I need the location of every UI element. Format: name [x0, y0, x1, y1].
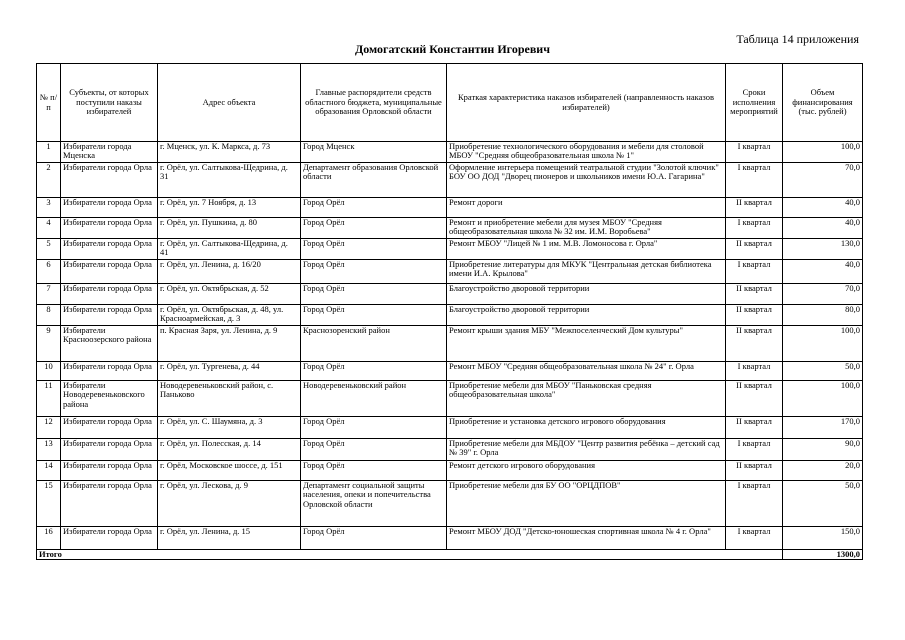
description-cell: Приобретение и установка детского игрового оборудования — [447, 417, 726, 439]
amount-cell: 100,0 — [783, 142, 863, 163]
term-cell: I квартал — [726, 218, 783, 239]
subject-cell: Избиратели города Орла — [61, 305, 158, 326]
header-row — [37, 64, 863, 142]
description-cell: Приобретение мебели для БУ ОО "ОРЦДПОВ" — [447, 481, 726, 527]
table-row — [37, 142, 863, 163]
table-row — [37, 527, 863, 550]
table-row — [37, 284, 863, 305]
amount-cell: 50,0 — [783, 362, 863, 381]
term-cell: II квартал — [726, 239, 783, 260]
manager-cell: Город Орёл — [301, 527, 447, 550]
address-cell: г. Орёл, ул. Октябрьская, д. 52 — [158, 284, 301, 305]
term-cell: II квартал — [726, 417, 783, 439]
table-row — [37, 381, 863, 417]
subject-cell: Избиратели города Орла — [61, 260, 158, 284]
table-row — [37, 417, 863, 439]
subject-cell: Избиратели города Орла — [61, 481, 158, 527]
address-cell: г. Орёл, ул. Ленина, д. 15 — [158, 527, 301, 550]
table-row — [37, 362, 863, 381]
amount-cell: 150,0 — [783, 527, 863, 550]
address-cell: г. Орёл, ул. Салтыкова-Щедрина, д. 41 — [158, 239, 301, 260]
row-number: 16 — [37, 527, 61, 550]
description-cell: Ремонт крыши здания МБУ "Межпоселенческий Дом культуры" — [447, 326, 726, 362]
table-row — [37, 481, 863, 527]
address-cell: п. Красная Заря, ул. Ленина, д. 9 — [158, 326, 301, 362]
subject-cell: Избиратели города Орла — [61, 198, 158, 218]
subject-cell: Избиратели города Орла — [61, 461, 158, 481]
address-cell: г. Орёл, ул. Лескова, д. 9 — [158, 481, 301, 527]
term-cell: I квартал — [726, 362, 783, 381]
manager-cell: Новодеревеньковский район — [301, 381, 447, 417]
address-cell: г. Орёл, Московское шоссе, д. 151 — [158, 461, 301, 481]
header-manager: Главные распорядители средств областного бюджета, муниципальные образования Орловской области — [301, 64, 447, 142]
term-cell: II квартал — [726, 381, 783, 417]
manager-cell: Город Орёл — [301, 305, 447, 326]
total-label: Итого — [37, 550, 783, 560]
manager-cell: Город Орёл — [301, 417, 447, 439]
term-cell: II квартал — [726, 198, 783, 218]
row-number: 3 — [37, 198, 61, 218]
amount-cell: 70,0 — [783, 163, 863, 198]
manager-cell: Город Орёл — [301, 239, 447, 260]
description-cell: Приобретение мебели для МБДОУ "Центр развития ребёнка – детский сад № 39" г. Орла — [447, 439, 726, 461]
address-cell: г. Орёл, ул. 7 Ноября, д. 13 — [158, 198, 301, 218]
row-number: 14 — [37, 461, 61, 481]
orders-table — [36, 63, 863, 560]
subject-cell: Избиратели города Орла — [61, 527, 158, 550]
table-row — [37, 163, 863, 198]
header-subject: Субъекты, от которых поступили наказы избирателей — [61, 64, 158, 142]
description-cell: Благоустройство дворовой территории — [447, 284, 726, 305]
term-cell: I квартал — [726, 439, 783, 461]
total-row — [37, 550, 863, 560]
description-cell: Ремонт МБОУ "Лицей № 1 им. М.В. Ломоносова г. Орла" — [447, 239, 726, 260]
amount-cell: 70,0 — [783, 284, 863, 305]
manager-cell: Город Орёл — [301, 284, 447, 305]
row-number: 4 — [37, 218, 61, 239]
header-amount: Объем финансирования (тыс. рублей) — [783, 64, 863, 142]
amount-cell: 90,0 — [783, 439, 863, 461]
address-cell: г. Орёл, ул. Полесская, д. 14 — [158, 439, 301, 461]
description-cell: Приобретение технологического оборудования и мебели для столовой МБОУ "Средняя общеобразовательная школа № 1" — [447, 142, 726, 163]
description-cell: Ремонт дороги — [447, 198, 726, 218]
address-cell: г. Орёл, ул. Пушкина, д. 80 — [158, 218, 301, 239]
term-cell: II квартал — [726, 326, 783, 362]
table-row — [37, 326, 863, 362]
manager-cell: Город Мценск — [301, 142, 447, 163]
address-cell: г. Орёл, ул. Ленина, д. 16/20 — [158, 260, 301, 284]
manager-cell: Краснозоренский район — [301, 326, 447, 362]
subject-cell: Избиратели города Мценска — [61, 142, 158, 163]
row-number: 7 — [37, 284, 61, 305]
term-cell: II квартал — [726, 305, 783, 326]
description-cell: Ремонт детского игрового оборудования — [447, 461, 726, 481]
amount-cell: 40,0 — [783, 198, 863, 218]
page-title: Домогатский Константин Игоревич — [355, 42, 550, 56]
address-cell: г. Орёл, ул. Тургенева, д. 44 — [158, 362, 301, 381]
description-cell: Оформление интерьера помещений театральной студии "Золотой ключик" БОУ ОО ДОД "Дворец пионеров и школьников имени Ю.А. Гагарина" — [447, 163, 726, 198]
row-number: 10 — [37, 362, 61, 381]
row-number: 15 — [37, 481, 61, 527]
header-description: Краткая характеристика наказов избирателей (направленность наказов избирателей) — [447, 64, 726, 142]
manager-cell: Город Орёл — [301, 362, 447, 381]
row-number: 2 — [37, 163, 61, 198]
table-row — [37, 239, 863, 260]
subject-cell: Избиратели города Орла — [61, 362, 158, 381]
term-cell: II квартал — [726, 461, 783, 481]
manager-cell: Город Орёл — [301, 260, 447, 284]
address-cell: г. Мценск, ул. К. Маркса, д. 73 — [158, 142, 301, 163]
term-cell: I квартал — [726, 260, 783, 284]
row-number: 13 — [37, 439, 61, 461]
manager-cell: Город Орёл — [301, 439, 447, 461]
description-cell: Ремонт и приобретение мебели для музея МБОУ "Средняя общеобразовательная школа № 32 им. И.М. Воробьева" — [447, 218, 726, 239]
table-row — [37, 260, 863, 284]
amount-cell: 20,0 — [783, 461, 863, 481]
amount-cell: 40,0 — [783, 260, 863, 284]
header-term: Сроки исполнения мероприятий — [726, 64, 783, 142]
subject-cell: Избиратели города Орла — [61, 239, 158, 260]
table-row — [37, 198, 863, 218]
table-row — [37, 461, 863, 481]
amount-cell: 100,0 — [783, 326, 863, 362]
row-number: 11 — [37, 381, 61, 417]
header-address: Адрес объекта — [158, 64, 301, 142]
address-cell: г. Орёл, ул. С. Шаумяна, д. 3 — [158, 417, 301, 439]
row-number: 12 — [37, 417, 61, 439]
row-number: 5 — [37, 239, 61, 260]
table-row — [37, 305, 863, 326]
subject-cell: Избиратели Красноозерского района — [61, 326, 158, 362]
amount-cell: 80,0 — [783, 305, 863, 326]
manager-cell: Город Орёл — [301, 461, 447, 481]
subject-cell: Избиратели города Орла — [61, 163, 158, 198]
row-number: 8 — [37, 305, 61, 326]
row-number: 9 — [37, 326, 61, 362]
description-cell: Приобретение литературы для МКУК "Центральная детская библиотека имени И.А. Крылова" — [447, 260, 726, 284]
description-cell: Ремонт МБОУ ДОД "Детско-юношеская спортивная школа № 4 г. Орла" — [447, 527, 726, 550]
table-row — [37, 218, 863, 239]
address-cell: г. Орёл, ул. Салтыкова-Щедрина, д. 31 — [158, 163, 301, 198]
term-cell: I квартал — [726, 481, 783, 527]
description-cell: Приобретение мебели для МБОУ "Паньковская средняя общеобразовательная школа" — [447, 381, 726, 417]
row-number: 1 — [37, 142, 61, 163]
header-num: № п/п — [37, 64, 61, 142]
description-cell: Ремонт МБОУ "Средняя общеобразовательная школа № 24" г. Орла — [447, 362, 726, 381]
amount-cell: 170,0 — [783, 417, 863, 439]
total-amount: 1300,0 — [783, 550, 863, 560]
subject-cell: Избиратели города Орла — [61, 439, 158, 461]
manager-cell: Город Орёл — [301, 218, 447, 239]
subject-cell: Избиратели города Орла — [61, 284, 158, 305]
manager-cell: Город Орёл — [301, 198, 447, 218]
term-cell: II квартал — [726, 284, 783, 305]
term-cell: I квартал — [726, 163, 783, 198]
amount-cell: 40,0 — [783, 218, 863, 239]
amount-cell: 100,0 — [783, 381, 863, 417]
address-cell: г. Орёл, ул. Октябрьская, д. 48, ул. Красноармейская, д. 3 — [158, 305, 301, 326]
subject-cell: Избиратели Новодеревеньковского района — [61, 381, 158, 417]
manager-cell: Департамент социальной защиты населения, опеки и попечительства Орловской области — [301, 481, 447, 527]
address-cell: Новодеревеньковский район, с. Паньково — [158, 381, 301, 417]
subject-cell: Избиратели города Орла — [61, 417, 158, 439]
term-cell: I квартал — [726, 142, 783, 163]
amount-cell: 130,0 — [783, 239, 863, 260]
term-cell: I квартал — [726, 527, 783, 550]
description-cell: Благоустройство дворовой территории — [447, 305, 726, 326]
amount-cell: 50,0 — [783, 481, 863, 527]
manager-cell: Департамент образования Орловской области — [301, 163, 447, 198]
subject-cell: Избиратели города Орла — [61, 218, 158, 239]
table-row — [37, 439, 863, 461]
row-number: 6 — [37, 260, 61, 284]
appendix-label: Таблица 14 приложения — [736, 32, 859, 46]
